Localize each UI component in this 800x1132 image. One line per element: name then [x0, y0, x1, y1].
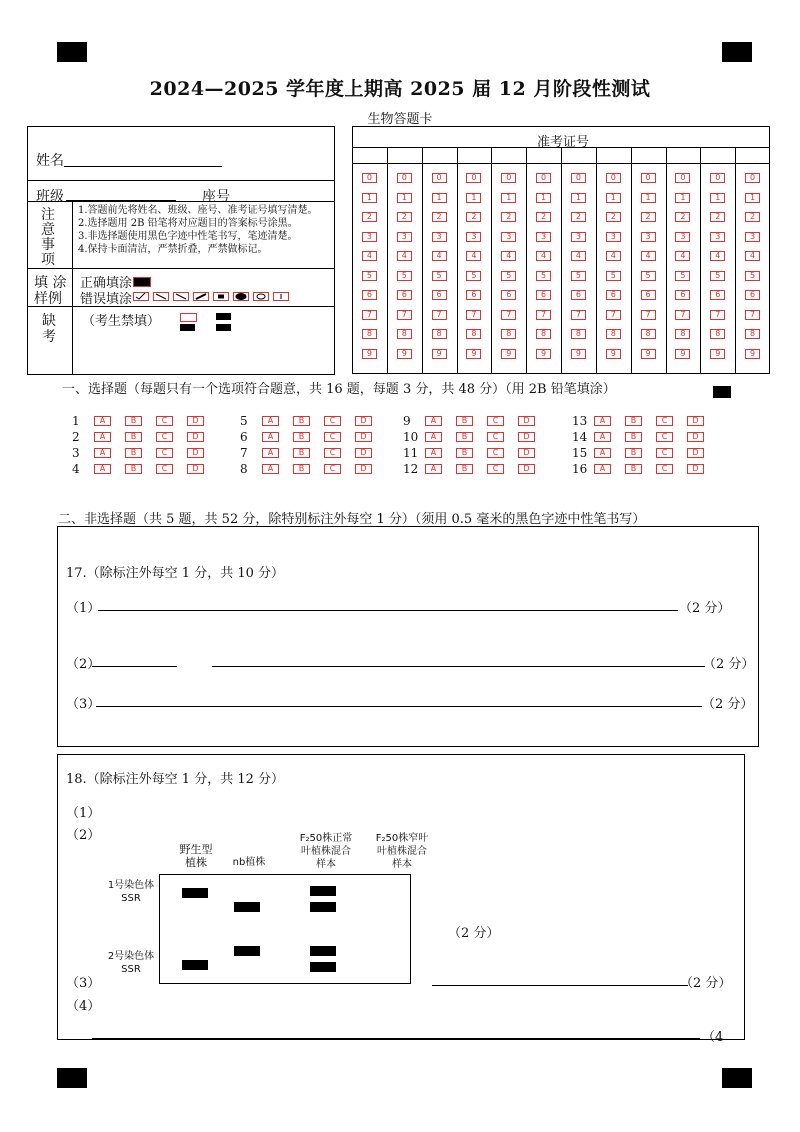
- gel-row-label: 2号染色体 SSR: [107, 951, 155, 975]
- choice-bubble[interactable]: D: [518, 432, 535, 442]
- q17-part1-label: （1）: [66, 601, 101, 616]
- exam-id-bubble[interactable]: 4: [571, 251, 586, 261]
- question-number: 1: [72, 414, 80, 428]
- choice-bubble[interactable]: B: [293, 464, 310, 474]
- question-number: 4: [72, 462, 80, 476]
- choice-bubble[interactable]: C: [656, 416, 673, 426]
- question-number: 13: [572, 414, 588, 428]
- exam-id-bubble[interactable]: 4: [466, 251, 481, 261]
- q17-part1-score: （2 分）: [679, 601, 731, 616]
- choice-bubble[interactable]: B: [293, 448, 310, 458]
- choice-bubble[interactable]: D: [687, 464, 704, 474]
- exam-id-bubble[interactable]: 0: [536, 173, 551, 183]
- choice-bubble[interactable]: B: [625, 416, 642, 426]
- exam-id-bubble[interactable]: 5: [466, 271, 481, 281]
- choice-bubble[interactable]: B: [456, 432, 473, 442]
- exam-id-bubble[interactable]: 8: [432, 329, 447, 339]
- exam-id-bubble[interactable]: 7: [362, 310, 377, 320]
- exam-id-bubble[interactable]: 0: [641, 173, 656, 183]
- exam-id-bubble[interactable]: 1: [675, 193, 690, 203]
- q18-figure-score: （2 分）: [448, 926, 500, 941]
- exam-id-bubble[interactable]: 5: [710, 271, 725, 281]
- exam-id-bubble[interactable]: 7: [466, 310, 481, 320]
- question-number: 3: [72, 446, 80, 460]
- exam-id-bubble[interactable]: 6: [397, 290, 412, 300]
- choice-bubble[interactable]: D: [187, 416, 204, 426]
- exam-id-bubble[interactable]: 1: [606, 193, 621, 203]
- choice-bubble[interactable]: D: [355, 448, 372, 458]
- exam-id-bubble[interactable]: 9: [501, 349, 516, 359]
- choice-bubble[interactable]: B: [625, 432, 642, 442]
- choice-bubble[interactable]: A: [94, 464, 111, 474]
- exam-id-bubble[interactable]: 1: [745, 193, 760, 203]
- question-number: 12: [403, 462, 419, 476]
- exam-id-bubble[interactable]: 5: [641, 271, 656, 281]
- question-number: 2: [72, 430, 80, 444]
- divider: [561, 147, 562, 374]
- choice-bubble[interactable]: C: [324, 464, 341, 474]
- q17-title: 17.（除标注外每空 1 分，共 10 分）: [66, 566, 285, 581]
- exam-id-bubble[interactable]: 0: [571, 173, 586, 183]
- gel-band: [310, 962, 336, 972]
- choice-bubble[interactable]: B: [456, 416, 473, 426]
- exam-id-bubble[interactable]: 7: [641, 310, 656, 320]
- choice-bubble[interactable]: A: [594, 432, 611, 442]
- divider: [422, 147, 423, 374]
- exam-id-bubble[interactable]: 9: [362, 349, 377, 359]
- notes-label-char: 注: [41, 207, 55, 223]
- exam-id-bubble[interactable]: 3: [466, 232, 481, 242]
- exam-id-bubble[interactable]: 2: [501, 212, 516, 222]
- choice-bubble[interactable]: C: [487, 464, 504, 474]
- choice-bubble[interactable]: D: [518, 416, 535, 426]
- exam-id-bubble[interactable]: 8: [571, 329, 586, 339]
- choice-bubble[interactable]: B: [293, 416, 310, 426]
- gel-col-label: nb植株: [232, 857, 266, 868]
- choice-bubble[interactable]: C: [156, 464, 173, 474]
- example-label: 样例: [34, 291, 62, 307]
- gel-band: [310, 902, 336, 912]
- name-field[interactable]: [64, 166, 222, 167]
- corner-marker-top-left: [57, 42, 87, 62]
- exam-id-bubble[interactable]: 9: [641, 349, 656, 359]
- timing-mark: [713, 386, 731, 398]
- choice-bubble[interactable]: C: [487, 448, 504, 458]
- absent-label: 缺: [42, 313, 56, 329]
- q17-part3-score: （2 分）: [702, 697, 754, 712]
- question-number: 9: [403, 414, 411, 428]
- choice-bubble[interactable]: B: [125, 464, 142, 474]
- gel-band: [182, 960, 208, 970]
- corner-marker-bottom-right: [722, 1068, 752, 1088]
- question-number: 10: [403, 430, 419, 444]
- exam-id-bubble[interactable]: 9: [432, 349, 447, 359]
- absent-sample: [180, 324, 195, 331]
- question-number: 8: [240, 462, 248, 476]
- exam-id-bubble[interactable]: 5: [536, 271, 551, 281]
- choice-bubble[interactable]: D: [687, 448, 704, 458]
- exam-id-bubble[interactable]: 2: [536, 212, 551, 222]
- choice-bubble[interactable]: D: [355, 416, 372, 426]
- q17-box: [57, 526, 759, 747]
- choice-bubble[interactable]: A: [94, 432, 111, 442]
- seat-label: 座号: [202, 189, 230, 205]
- choice-bubble[interactable]: C: [487, 432, 504, 442]
- choice-bubble[interactable]: C: [156, 432, 173, 442]
- section1-heading: 一、选择题（每题只有一个选项符合题意，共 16 题，每题 3 分，共 48 分）（用 2B 铅笔填涂）: [62, 382, 616, 397]
- choice-bubble[interactable]: A: [594, 416, 611, 426]
- choice-bubble[interactable]: C: [656, 448, 673, 458]
- choice-bubble[interactable]: B: [293, 432, 310, 442]
- question-number: 16: [572, 462, 588, 476]
- divider: [631, 147, 632, 374]
- choice-bubble[interactable]: A: [425, 464, 442, 474]
- choice-bubble[interactable]: B: [125, 432, 142, 442]
- exam-id-bubble[interactable]: 9: [745, 349, 760, 359]
- choice-bubble[interactable]: A: [262, 464, 279, 474]
- exam-id-bubble[interactable]: 5: [432, 271, 447, 281]
- choice-bubble[interactable]: B: [625, 464, 642, 474]
- exam-id-bubble[interactable]: 4: [362, 251, 377, 261]
- exam-id-bubble[interactable]: 2: [397, 212, 412, 222]
- exam-id-bubble[interactable]: 3: [710, 232, 725, 242]
- q18-part3-answer[interactable]: [432, 985, 688, 986]
- corner-marker-bottom-left: [57, 1068, 87, 1088]
- choice-bubble[interactable]: A: [425, 448, 442, 458]
- exam-id-bubble[interactable]: 9: [606, 349, 621, 359]
- choice-bubble[interactable]: A: [262, 416, 279, 426]
- exam-id-bubble[interactable]: 8: [397, 329, 412, 339]
- exam-id-bubble[interactable]: 1: [501, 193, 516, 203]
- choice-bubble[interactable]: D: [687, 432, 704, 442]
- exam-id-bubble[interactable]: 6: [745, 290, 760, 300]
- choice-bubble[interactable]: A: [425, 432, 442, 442]
- divider: [700, 147, 701, 374]
- q17-part3-answer[interactable]: [96, 706, 702, 707]
- choice-bubble[interactable]: A: [594, 448, 611, 458]
- exam-id-bubble[interactable]: 5: [675, 271, 690, 281]
- divider: [72, 201, 73, 375]
- exam-id-bubble[interactable]: 5: [501, 271, 516, 281]
- choice-bubble[interactable]: C: [156, 448, 173, 458]
- divider: [27, 180, 335, 181]
- exam-id-bubble[interactable]: 7: [606, 310, 621, 320]
- exam-id-bubble[interactable]: 3: [675, 232, 690, 242]
- absent-bubble[interactable]: [180, 313, 197, 322]
- question-number: 14: [572, 430, 588, 444]
- page-subtitle: 生物答题卡: [367, 112, 433, 127]
- exam-id-bubble[interactable]: 0: [466, 173, 481, 183]
- choice-bubble[interactable]: A: [262, 448, 279, 458]
- exam-id-bubble[interactable]: 8: [501, 329, 516, 339]
- exam-id-bubble[interactable]: 3: [641, 232, 656, 242]
- exam-id-bubble[interactable]: 4: [501, 251, 516, 261]
- choice-bubble[interactable]: D: [355, 464, 372, 474]
- exam-id-bubble[interactable]: 3: [397, 232, 412, 242]
- divider: [666, 147, 667, 374]
- exam-id-bubble[interactable]: 7: [536, 310, 551, 320]
- gel-band: [234, 946, 260, 956]
- exam-id-bubble[interactable]: 3: [745, 232, 760, 242]
- exam-id-bubble[interactable]: 3: [606, 232, 621, 242]
- exam-id-bubble[interactable]: 1: [397, 193, 412, 203]
- question-number: 15: [572, 446, 588, 460]
- q18-part3-label: （3）: [66, 976, 101, 991]
- exam-id-bubble[interactable]: 1: [432, 193, 447, 203]
- exam-id-bubble[interactable]: 2: [466, 212, 481, 222]
- exam-id-bubble[interactable]: 3: [501, 232, 516, 242]
- page-title: 2024—2025 学年度上期高 2025 届 12 月阶段性测试: [149, 78, 651, 100]
- exam-id-bubble[interactable]: 4: [432, 251, 447, 261]
- exam-id-bubble[interactable]: 3: [432, 232, 447, 242]
- note-item: 2.选择题用 2B 铅笔将对应题目的答案标号涂黑。: [78, 218, 298, 229]
- exam-id-bubble[interactable]: 6: [675, 290, 690, 300]
- name-label: 姓名: [36, 153, 64, 169]
- exam-id-bubble[interactable]: 4: [536, 251, 551, 261]
- exam-id-bubble[interactable]: 7: [675, 310, 690, 320]
- exam-id-bubble[interactable]: 8: [466, 329, 481, 339]
- corner-marker-top-right: [722, 42, 752, 62]
- exam-id-bubble[interactable]: 3: [571, 232, 586, 242]
- class-label: 班级: [36, 189, 64, 205]
- q17-part2-label: （2）: [66, 657, 101, 672]
- exam-id-bubble[interactable]: 4: [710, 251, 725, 261]
- divider: [457, 147, 458, 374]
- exam-id-bubble[interactable]: 4: [745, 251, 760, 261]
- exam-id-bubble[interactable]: 5: [606, 271, 621, 281]
- exam-id-bubble[interactable]: 7: [571, 310, 586, 320]
- exam-id-bubble[interactable]: 1: [571, 193, 586, 203]
- exam-id-bubble[interactable]: 4: [675, 251, 690, 261]
- choice-bubble[interactable]: C: [656, 432, 673, 442]
- choice-bubble[interactable]: C: [324, 448, 341, 458]
- wrong-fill-samples: [133, 291, 303, 303]
- choice-bubble[interactable]: C: [487, 416, 504, 426]
- exam-id-bubble[interactable]: 4: [641, 251, 656, 261]
- exam-id-bubble[interactable]: 7: [432, 310, 447, 320]
- gel-band: [310, 886, 336, 896]
- gel-col-label: 野生型 植株: [179, 843, 213, 869]
- notes-label-char: 意: [41, 222, 55, 238]
- q18-part4-label: （4）: [66, 999, 101, 1014]
- absent-note: （考生禁填）: [82, 314, 161, 329]
- exam-id-bubble[interactable]: 0: [362, 173, 377, 183]
- choice-bubble[interactable]: C: [324, 432, 341, 442]
- exam-id-bubble[interactable]: 3: [536, 232, 551, 242]
- gel-band: [182, 888, 208, 898]
- q18-part4-score: （4: [702, 1030, 724, 1045]
- exam-id-bubble[interactable]: 8: [745, 329, 760, 339]
- exam-id-bubble[interactable]: 2: [710, 212, 725, 222]
- notes-label-char: 事: [41, 237, 55, 253]
- divider: [491, 147, 492, 374]
- exam-id-bubble[interactable]: 6: [571, 290, 586, 300]
- question-number: 5: [240, 414, 248, 428]
- exam-id-bubble[interactable]: 0: [397, 173, 412, 183]
- exam-id-bubble[interactable]: 4: [606, 251, 621, 261]
- choice-bubble[interactable]: B: [456, 464, 473, 474]
- q18-part3-score: （2 分）: [680, 976, 732, 991]
- absent-sample: [216, 313, 231, 320]
- q18-part1-label: （1）: [66, 806, 101, 821]
- choice-bubble[interactable]: A: [94, 416, 111, 426]
- divider: [596, 147, 597, 374]
- exam-id-bubble[interactable]: 9: [571, 349, 586, 359]
- correct-fill-label: 正确填涂: [80, 276, 133, 291]
- choice-bubble[interactable]: D: [187, 464, 204, 474]
- choice-bubble[interactable]: A: [262, 432, 279, 442]
- exam-id-bubble[interactable]: 0: [675, 173, 690, 183]
- notes-label-char: 项: [41, 252, 55, 268]
- choice-bubble[interactable]: D: [187, 448, 204, 458]
- question-number: 7: [240, 446, 248, 460]
- gel-band: [234, 902, 260, 912]
- exam-id-bubble[interactable]: 9: [536, 349, 551, 359]
- exam-id-bubble[interactable]: 1: [466, 193, 481, 203]
- choice-bubble[interactable]: D: [518, 448, 535, 458]
- gel-col-label: F₂50株正常 叶植株混合 样本: [299, 833, 353, 870]
- exam-id-bubble[interactable]: 8: [606, 329, 621, 339]
- exam-id-bubble[interactable]: 6: [641, 290, 656, 300]
- exam-id-bubble[interactable]: 5: [397, 271, 412, 281]
- exam-id-bubble[interactable]: 2: [675, 212, 690, 222]
- q17-part3-label: （3）: [66, 697, 101, 712]
- divider: [735, 147, 736, 374]
- exam-id-bubble[interactable]: 9: [710, 349, 725, 359]
- choice-bubble[interactable]: A: [94, 448, 111, 458]
- exam-id-bubble[interactable]: 1: [362, 193, 377, 203]
- exam-id-bubble[interactable]: 5: [362, 271, 377, 281]
- exam-id-bubble[interactable]: 0: [501, 173, 516, 183]
- exam-id-bubble[interactable]: 5: [571, 271, 586, 281]
- exam-id-bubble[interactable]: 1: [536, 193, 551, 203]
- q17-part1-answer[interactable]: [98, 610, 678, 611]
- choice-bubble[interactable]: B: [456, 448, 473, 458]
- exam-id-bubble[interactable]: 8: [675, 329, 690, 339]
- q17-part2-answer-b[interactable]: [212, 666, 705, 667]
- choice-bubble[interactable]: A: [594, 464, 611, 474]
- exam-id-bubble[interactable]: 6: [501, 290, 516, 300]
- q18-title: 18.（除标注外每空 1 分，共 12 分）: [66, 772, 285, 787]
- q17-part2-score: （2 分）: [703, 657, 755, 672]
- note-item: 4.保持卡面清洁，严禁折叠，严禁做标记。: [78, 244, 268, 255]
- exam-id-bubble[interactable]: 9: [466, 349, 481, 359]
- example-label: 填 涂: [34, 275, 67, 291]
- q18-part4-answer[interactable]: [92, 1038, 700, 1039]
- correct-fill-sample: [133, 277, 151, 287]
- gel-row-label: 1号染色体 SSR: [107, 880, 155, 904]
- exam-id-bubble[interactable]: 6: [710, 290, 725, 300]
- choice-bubble[interactable]: D: [187, 432, 204, 442]
- choice-bubble[interactable]: C: [324, 416, 341, 426]
- exam-id-bubble[interactable]: 0: [745, 173, 760, 183]
- choice-bubble[interactable]: A: [425, 416, 442, 426]
- absent-label: 考: [42, 329, 56, 345]
- exam-id-bubble[interactable]: 0: [432, 173, 447, 183]
- divider: [27, 268, 335, 269]
- exam-id-bubble[interactable]: 1: [641, 193, 656, 203]
- question-number: 6: [240, 430, 248, 444]
- exam-id-bubble[interactable]: 6: [432, 290, 447, 300]
- divider: [27, 306, 335, 307]
- note-item: 3.非选择题使用黑色字迹中性笔书写，笔迹清楚。: [78, 231, 298, 242]
- exam-id-bubble[interactable]: 2: [571, 212, 586, 222]
- question-number: 11: [403, 446, 419, 460]
- divider: [387, 147, 388, 374]
- exam-id-bubble[interactable]: 9: [397, 349, 412, 359]
- exam-id-bubble[interactable]: 8: [710, 329, 725, 339]
- choice-bubble[interactable]: B: [125, 448, 142, 458]
- exam-id-bubble[interactable]: 8: [536, 329, 551, 339]
- exam-id-bubble[interactable]: 2: [432, 212, 447, 222]
- exam-id-bubble[interactable]: 6: [362, 290, 377, 300]
- exam-id-bubble[interactable]: 8: [362, 329, 377, 339]
- choice-bubble[interactable]: D: [518, 464, 535, 474]
- choice-bubble[interactable]: D: [687, 416, 704, 426]
- exam-id-bubble[interactable]: 2: [362, 212, 377, 222]
- divider: [526, 147, 527, 374]
- gel-col-label: F₂50株窄叶 叶植株混合 样本: [375, 833, 429, 870]
- choice-bubble[interactable]: B: [625, 448, 642, 458]
- section2-heading: 二、非选择题（共 5 题，共 52 分，除特别标注外每空 1 分）（须用 0.5 毫米的黑色字迹中性笔书写）: [58, 512, 646, 527]
- exam-id-bubble[interactable]: 7: [710, 310, 725, 320]
- choice-bubble[interactable]: C: [656, 464, 673, 474]
- exam-id-bubble[interactable]: 1: [710, 193, 725, 203]
- exam-id-bubble[interactable]: 7: [501, 310, 516, 320]
- choice-bubble[interactable]: B: [125, 416, 142, 426]
- exam-id-bubble[interactable]: 6: [466, 290, 481, 300]
- exam-id-bubble[interactable]: 0: [606, 173, 621, 183]
- absent-sample: [216, 324, 231, 331]
- exam-id-bubble[interactable]: 2: [641, 212, 656, 222]
- wrong-fill-label: 错误填涂: [80, 292, 133, 307]
- exam-id-bubble[interactable]: 8: [641, 329, 656, 339]
- divider: [27, 201, 335, 202]
- choice-bubble[interactable]: C: [156, 416, 173, 426]
- exam-id-bubble[interactable]: 2: [606, 212, 621, 222]
- exam-id-bubble[interactable]: 3: [362, 232, 377, 242]
- q18-part2-label: （2）: [66, 828, 101, 843]
- gel-band: [310, 946, 336, 956]
- exam-id-bubble[interactable]: 2: [745, 212, 760, 222]
- exam-id-bubble[interactable]: 0: [710, 173, 725, 183]
- q17-part2-answer-a[interactable]: [92, 666, 177, 667]
- exam-id-bubble[interactable]: 7: [745, 310, 760, 320]
- exam-id-label: 准考证号: [537, 135, 590, 150]
- exam-id-bubble[interactable]: 5: [745, 271, 760, 281]
- exam-id-bubble[interactable]: 7: [397, 310, 412, 320]
- exam-id-bubble[interactable]: 4: [397, 251, 412, 261]
- exam-id-bubble[interactable]: 6: [536, 290, 551, 300]
- note-item: 1.答题前先将姓名、班级、座号、准考证号填写清楚。: [78, 205, 318, 216]
- choice-bubble[interactable]: D: [355, 432, 372, 442]
- exam-id-bubble[interactable]: 9: [675, 349, 690, 359]
- exam-id-bubble[interactable]: 6: [606, 290, 621, 300]
